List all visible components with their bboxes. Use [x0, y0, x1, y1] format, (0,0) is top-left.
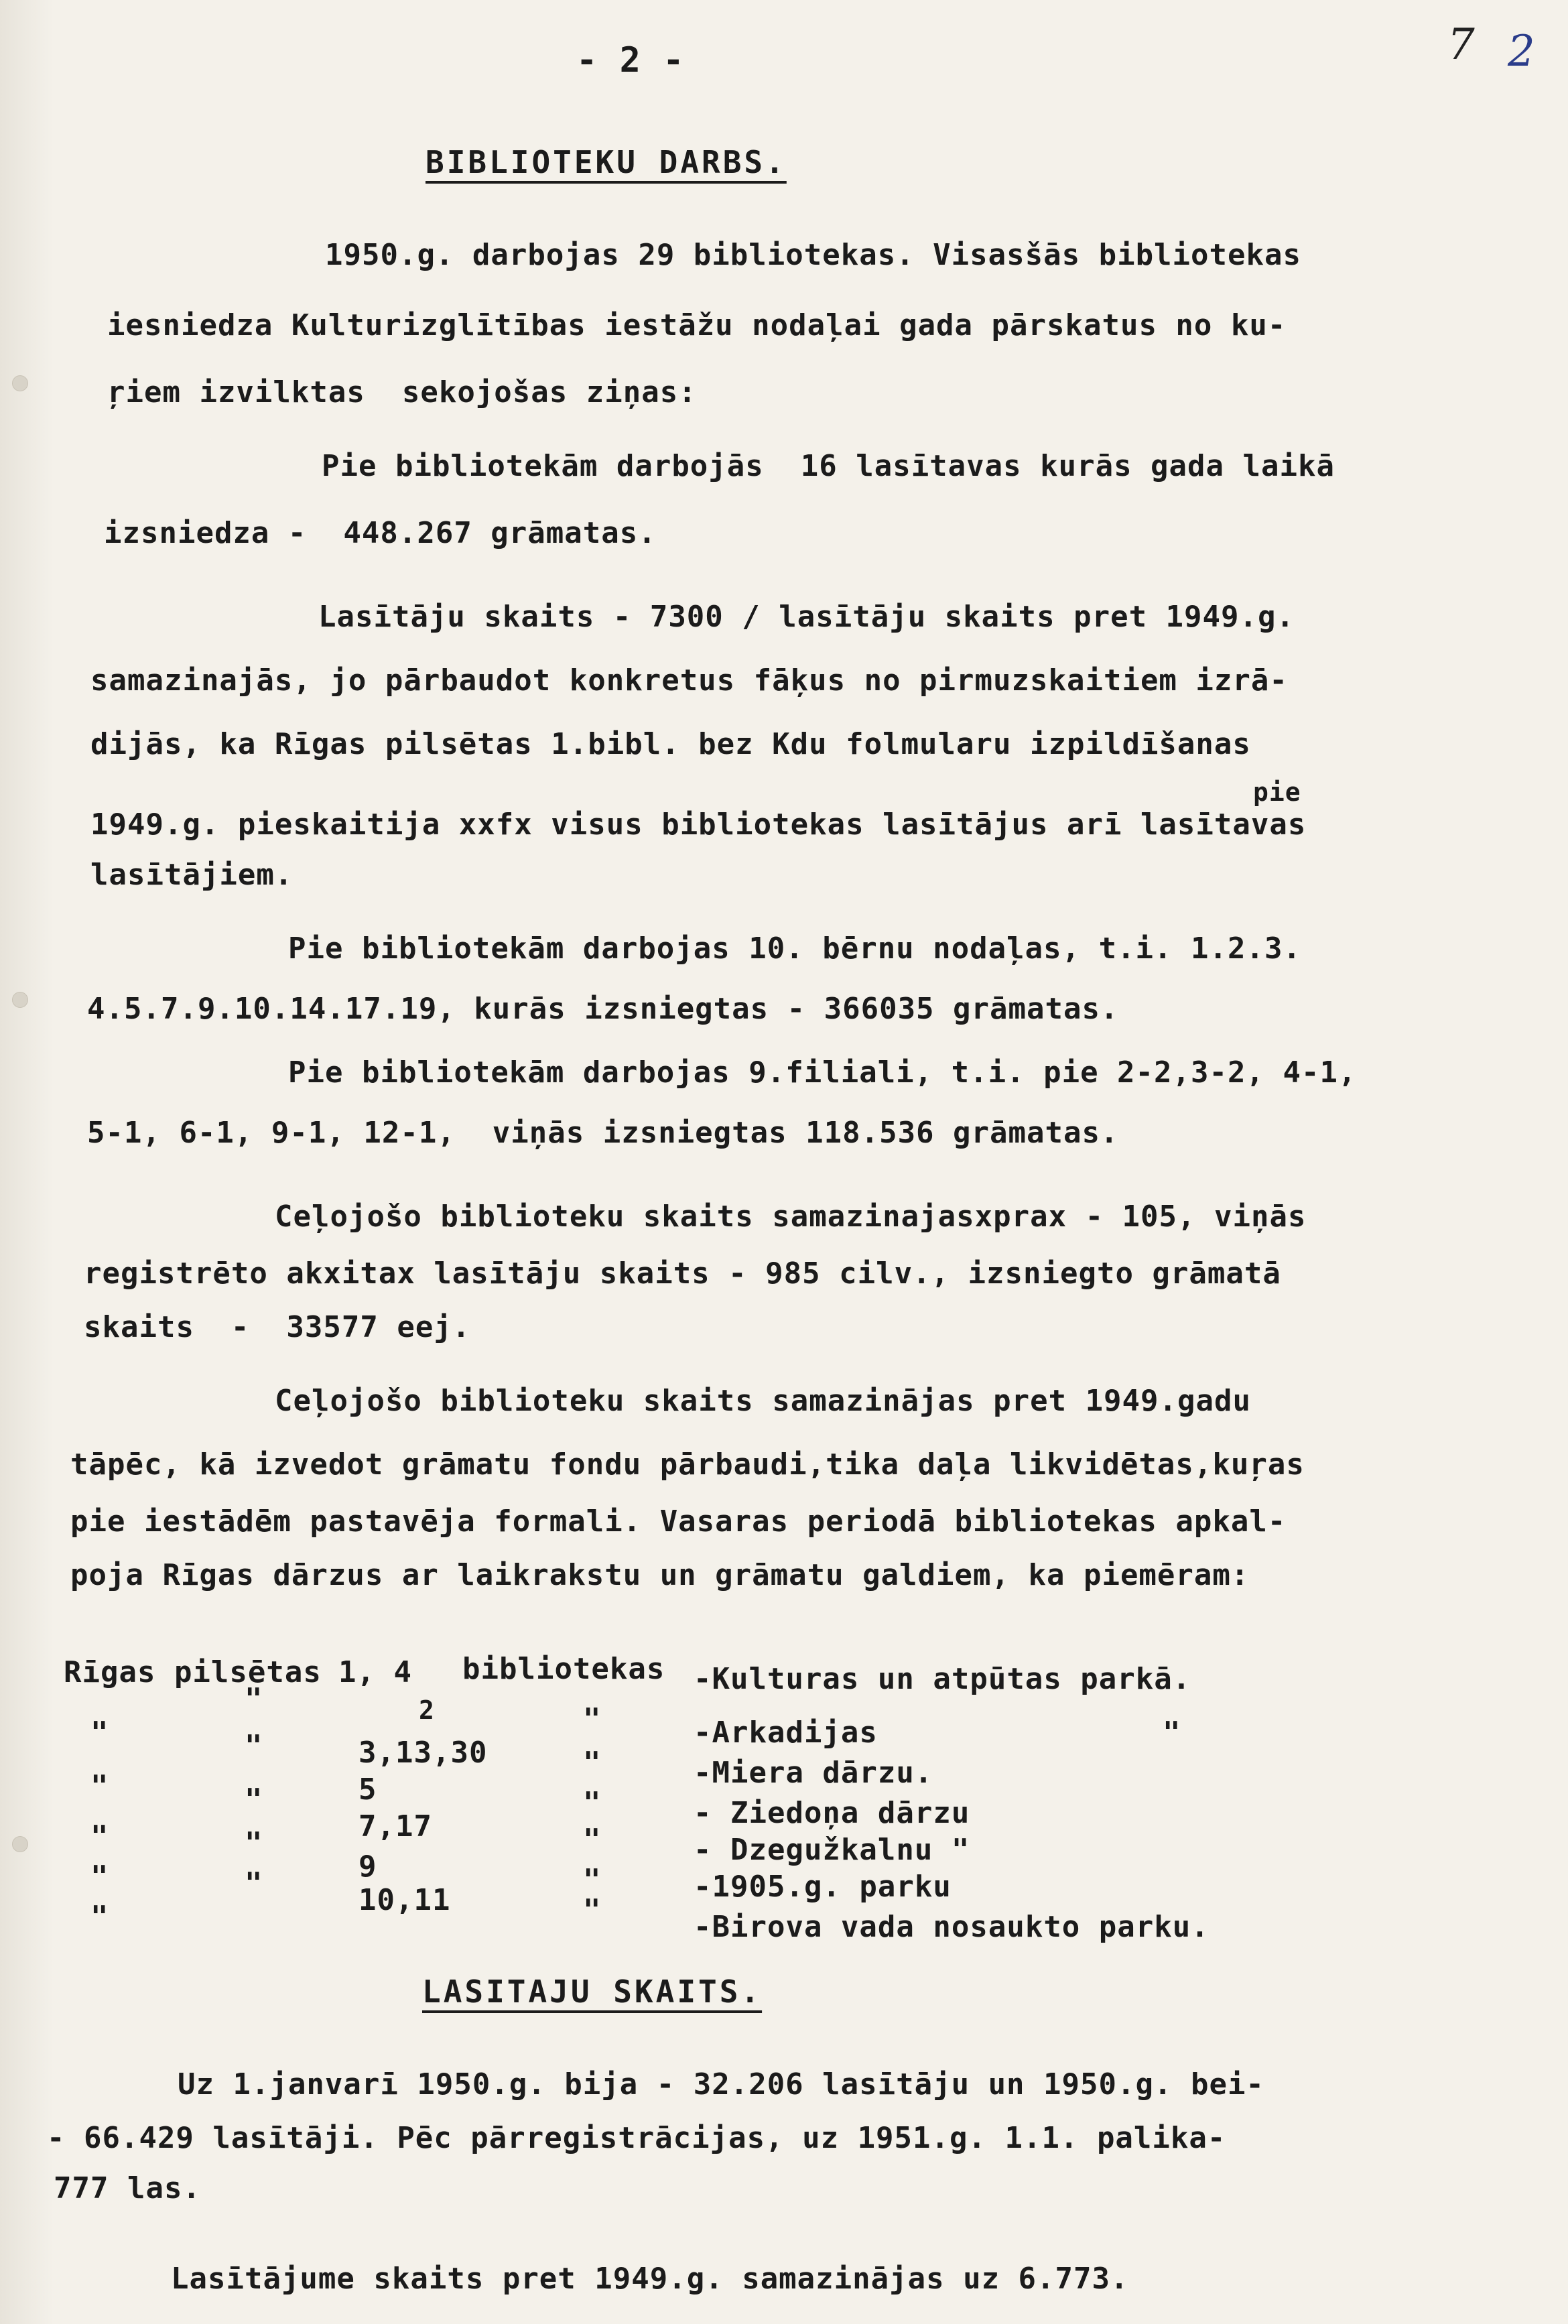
table-destination: -Arkadijas — [694, 1716, 878, 1750]
table-cell: Rīgas pilsētas — [64, 1655, 322, 1689]
table-cell: " — [245, 1682, 263, 1716]
table-cell: " — [90, 1716, 109, 1750]
table-cell: " — [90, 1819, 109, 1854]
table-cell: " — [583, 1863, 602, 1897]
table-destination: -Birova vada nosaukto parku. — [694, 1910, 1210, 1944]
table-cell: bibliotekas — [462, 1652, 665, 1686]
text-line: Lasītājume skaits pret 1949.g. samazinājas uz 6.773. — [171, 2262, 1129, 2296]
table-cell: " — [90, 1860, 109, 1894]
table-destination: -Miera dārzu. — [694, 1756, 933, 1790]
text-line: 1949.g. pieskaitija xxfx visus bibliotekas lasītājus arī lasītavas — [90, 808, 1307, 842]
text-line: skaits - 33577 eej. — [84, 1310, 471, 1344]
table-cell: " — [1163, 1716, 1181, 1750]
table-cell: " — [583, 1823, 602, 1857]
table-cell: " — [583, 1893, 602, 1927]
binding-margin — [0, 0, 54, 2324]
table-cell: " — [245, 1866, 263, 1900]
text-line: iesniedza Kulturizglītības iestāžu nodaļai gada pārskatus no ku- — [107, 308, 1287, 342]
table-cell: " — [245, 1783, 263, 1817]
text-line: pie iestādēm pastavēja formali. Vasaras periodā bibliotekas apkal- — [70, 1504, 1287, 1539]
text-insertion: pie — [1253, 777, 1301, 807]
text-line: 4.5.7.9.10.14.17.19, kurās izsniegtas - 366035 grāmatas. — [87, 992, 1119, 1026]
table-cell: 7,17 — [358, 1809, 432, 1844]
table-cell: " — [583, 1746, 602, 1780]
table-cell: " — [583, 1786, 602, 1820]
text-line: Ceļojošo biblioteku skaits samazinajasxprax - 105, viņās — [275, 1200, 1307, 1234]
text-line: 5-1, 6-1, 9-1, 12-1, viņās izsniegtas 118.536 grāmatas. — [87, 1116, 1119, 1150]
handwritten-page-number: 7 — [1447, 20, 1475, 70]
table-destination: - Dzegužkalnu " — [694, 1833, 970, 1867]
text-line: izsniedza - 448.267 grāmatas. — [104, 516, 657, 550]
punch-hole — [12, 992, 28, 1008]
text-line: Pie bibliotekām darbojās 16 lasītavas kurās gada laikā — [322, 449, 1335, 483]
text-line: lasītājiem. — [90, 858, 293, 892]
text-line: Ceļojošo biblioteku skaits samazinājas pret 1949.gadu — [275, 1384, 1251, 1418]
text-line: registrēto akxitax lasītāju skaits - 985 cilv., izsniegto grāmatā — [84, 1256, 1281, 1291]
table-cell: " — [245, 1729, 263, 1763]
text-line: 777 las. — [54, 2171, 201, 2205]
table-cell: " — [90, 1900, 109, 1934]
table-destination: -1905.g. parku — [694, 1870, 952, 1904]
table-cell: " — [583, 1702, 602, 1736]
punch-hole — [12, 1836, 28, 1852]
section-title-reader-count: LASITAJU SKAITS. — [422, 1974, 763, 2010]
text-line: 1950.g. darbojas 29 bibliotekas. Visasšās bibliotekas — [325, 238, 1301, 272]
table-destination: - Ziedoņa dārzu — [694, 1796, 970, 1830]
text-line: Lasītāju skaits - 7300 / lasītāju skaits pret 1949.g. — [318, 600, 1295, 634]
text-line: tāpēc, kā izvedot grāmatu fondu pārbaudi,tika daļa likvidētas,kuŗas — [70, 1447, 1305, 1482]
table-cell: 10,11 — [358, 1883, 451, 1917]
table-cell: " — [245, 1826, 263, 1860]
table-cell: " — [90, 1769, 109, 1803]
page-number: - 2 - — [576, 40, 685, 80]
handwritten-page-number-blue: 2 — [1508, 27, 1535, 76]
table-cell: 3,13,30 — [358, 1736, 488, 1770]
text-line: dijās, ka Rīgas pilsētas 1.bibl. bez Kdu folmularu izpildīšanas — [90, 727, 1251, 761]
text-line: Uz 1.janvarī 1950.g. bija - 32.206 lasītāju un 1950.g. bei- — [178, 2067, 1264, 2102]
table-cell: 5 — [358, 1772, 377, 1807]
section-title-library-work: BIBLIOTEKU DARBS. — [426, 144, 787, 180]
table-cell: 2 — [419, 1695, 435, 1725]
table-cell: 1, 4 — [338, 1655, 412, 1689]
text-line: poja Rīgas dārzus ar laikrakstu un grāmatu galdiem, ka piemēram: — [70, 1558, 1250, 1592]
text-line: - 66.429 lasītāji. Pēc pārregistrācijas, uz 1951.g. 1.1. palika- — [47, 2121, 1226, 2155]
table-destination: -Kulturas un atpūtas parkā. — [694, 1662, 1191, 1696]
table-cell: 9 — [358, 1850, 377, 1884]
text-line: Pie bibliotekām darbojas 10. bērnu nodaļas, t.i. 1.2.3. — [288, 931, 1301, 966]
text-line: ŗiem izvilktas sekojošas ziņas: — [107, 375, 697, 409]
punch-hole — [12, 375, 28, 391]
text-line: samazinajās, jo pārbaudot konkretus fāķus no pirmuzskaitiem izrā- — [90, 663, 1288, 698]
text-line: Pie bibliotekām darbojas 9.filiali, t.i. pie 2-2,3-2, 4-1, — [288, 1055, 1357, 1090]
